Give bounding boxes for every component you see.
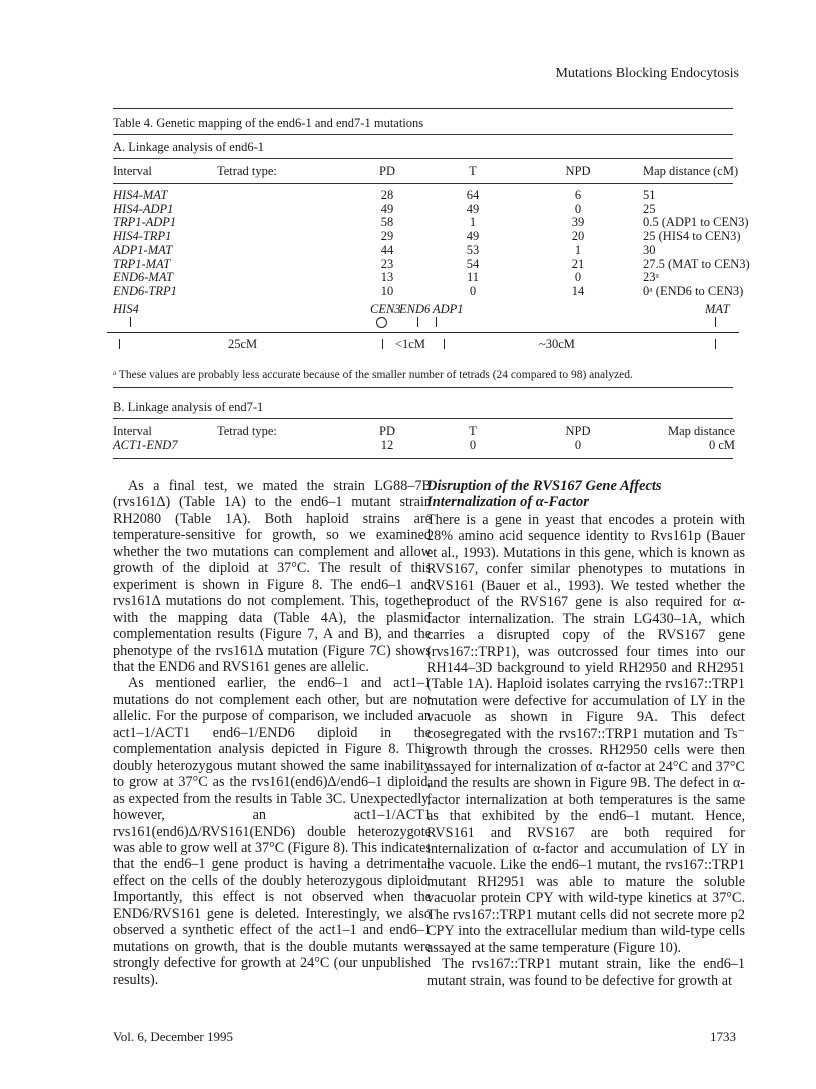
b-header-map-distance: Map distance	[668, 424, 735, 438]
b-cell-pd: 12	[380, 438, 394, 452]
cell-pd: 28	[380, 188, 394, 202]
cell-t: 49	[466, 201, 480, 216]
map-distance-his4-cen3: 25cM	[228, 337, 258, 351]
cell-pd: 23	[380, 256, 394, 271]
section-a-header-row	[113, 164, 739, 180]
b-header-t: T	[469, 424, 477, 438]
header-rule	[113, 183, 733, 184]
cell-interval: END6-TRP1	[113, 283, 177, 298]
header-interval: Interval	[113, 164, 152, 178]
b-header-tetrad-type: Tetrad type:	[217, 424, 277, 438]
cell-map-distance: 25	[643, 201, 656, 216]
header-pd: PD	[379, 164, 395, 178]
b-cell-npd: 0	[574, 438, 582, 452]
cell-t: 1	[469, 215, 477, 230]
cell-pd: 49	[380, 201, 394, 216]
section-a-title: A. Linkage analysis of end6-1	[113, 140, 265, 154]
cell-npd: 1	[574, 242, 582, 257]
table-row	[113, 283, 744, 300]
table-footnote: ᵃ These values are probably less accurate because of the smaller number of tetrads (24 compared to 98) analyzed.	[113, 369, 633, 381]
cell-npd: 14	[571, 283, 585, 298]
cell-map-distance: 25 (HIS4 to CEN3)	[643, 229, 741, 244]
cell-interval: HIS4-ADP1	[113, 201, 174, 216]
cell-pd: 44	[380, 242, 394, 257]
cell-t: 0	[469, 283, 477, 298]
cell-interval: TRP1-MAT	[113, 256, 171, 271]
cell-interval: HIS4-TRP1	[113, 229, 172, 244]
cell-npd: 21	[571, 256, 585, 271]
cell-pd: 58	[380, 215, 394, 230]
section-b-title: B. Linkage analysis of end7-1	[113, 400, 264, 414]
b-header-npd: NPD	[565, 424, 591, 438]
right-column	[427, 478, 745, 989]
right-paragraph-2: The rvs167::TRP1 mutant strain, like the end6–1 mutant strain, was found to be defective for growth at	[427, 956, 745, 989]
map-label-end6: END6	[399, 302, 431, 316]
table-top-rule	[113, 108, 733, 109]
map-rule	[107, 332, 739, 333]
table-bottom-rule	[113, 458, 733, 459]
b-cell-t: 0	[469, 438, 477, 452]
left-paragraph-1: As a final test, we mated the strain LG88–7B (rvs161Δ) (Table 1A) to the end6–1 mutant strain RH2080 (Table 1A). Both haploid strains are temperature-sensitive for growth, so we examined whether the two mutations can complement and allow growth of the diploid at 37°C. The result of this experiment is shown in Figure 8. The end6–1 and rvs161Δ mutations do not complement. This, together with the mapping data (Table 4A), the plasmid complementation results (Figure 7, A and B), and the phenotype of the rvs161Δ mutation (Figure 7C) shows that the END6 and RVS161 genes are allelic.	[113, 478, 431, 675]
map-distance-adp1-mat: ~30cM	[539, 337, 575, 351]
cell-npd: 0	[574, 201, 582, 216]
genetic-map	[113, 302, 733, 362]
header-map-distance: Map distance (cM)	[643, 164, 739, 178]
cell-pd: 29	[380, 229, 394, 244]
cell-map-distance: 0ᵃ (END6 to CEN3)	[643, 283, 744, 298]
map-distance-cen3-adp1: <1cM	[395, 337, 425, 351]
scale-tick-4	[715, 339, 716, 349]
header-npd: NPD	[565, 164, 591, 178]
section-heading	[427, 478, 745, 511]
table-title: Table 4. Genetic mapping of the end6-1 and end7-1 mutations	[113, 116, 424, 130]
map-label-adp1: ADP1	[433, 302, 464, 316]
header-tetrad-type: Tetrad type:	[217, 164, 277, 178]
b-cell-map-distance: 0 cM	[708, 438, 735, 452]
cell-pd: 13	[380, 270, 394, 285]
b-header-pd: PD	[379, 424, 395, 438]
cell-interval: TRP1-ADP1	[113, 215, 177, 230]
section-heading-line-2: Internalization of α-Factor	[427, 494, 589, 511]
cell-t: 53	[466, 242, 480, 257]
page-number: 1733	[710, 1029, 736, 1044]
section-a-rule	[113, 158, 733, 159]
cell-npd: 39	[571, 215, 585, 230]
cell-map-distance: 30	[643, 242, 656, 257]
map-label-mat: MAT	[705, 302, 730, 316]
cell-map-distance: 51	[643, 188, 656, 202]
section-heading-line-1: Disruption of the RVS167 Gene Affects	[427, 478, 662, 494]
running-title: Mutations Blocking Endocytosis	[555, 66, 739, 81]
cell-map-distance: 23ᵃ	[643, 270, 659, 285]
cell-npd: 0	[574, 270, 582, 285]
section-b-row	[113, 438, 733, 454]
scale-tick-2	[382, 339, 383, 349]
map-label-cen3: CEN3	[370, 302, 401, 316]
cell-t: 54	[466, 256, 480, 271]
footer-volume: Vol. 6, December 1995	[113, 1029, 233, 1044]
b-header-interval: Interval	[113, 424, 152, 438]
cell-t: 64	[466, 188, 480, 202]
map-tick-mat	[715, 317, 716, 327]
left-column	[113, 478, 431, 988]
centromere-marker	[376, 317, 387, 328]
scale-tick-1	[119, 339, 120, 349]
cell-interval: HIS4-MAT	[113, 188, 168, 202]
b-cell-interval: ACT1-END7	[113, 438, 178, 452]
cell-map-distance: 27.5 (MAT to CEN3)	[643, 256, 750, 271]
map-tick-adp1	[436, 317, 437, 327]
left-paragraph-2: As mentioned earlier, the end6–1 and act1–1 mutations do not complement each other, but are not allelic. For the purpose of comparison, we included an act1–1/ACT1 end6–1/END6 diploid in the complementation analysis depicted in Figure 8. This doubly heterozygous mutant showed the same inability to grow at 37°C as the rvs161(end6)Δ/end6–1 diploid, as expected from the results in Table 3C. Unexpectedly, however, an act1–1/ACT1 rvs161(end6)Δ/RVS161(END6) double heterozygote was able to grow well at 37°C (Figure 8). This indicates that the end6–1 gene product is having a detrimental effect on the cells of the doubly heterozygous diploid. Importantly, this effect is not observed when the END6/RVS161 gene is deleted. Interestingly, we also observed a synthetic effect of the act1–1 and end6–1 mutations on growth, that is the double mutants were strongly defective for growth at 24°C (our unpublished results).	[113, 675, 431, 988]
scale-tick-3	[444, 339, 445, 349]
footnote-rule	[113, 387, 733, 388]
cell-map-distance: 0.5 (ADP1 to CEN3)	[643, 215, 749, 230]
cell-npd: 6	[574, 188, 582, 202]
header-t: T	[469, 164, 477, 178]
map-tick-his4	[130, 317, 131, 327]
cell-t: 49	[466, 229, 480, 244]
cell-interval: END6-MAT	[113, 270, 173, 285]
cell-npd: 20	[571, 229, 585, 244]
table-rule	[113, 134, 733, 135]
section-b-rule	[113, 418, 733, 419]
cell-interval: ADP1-MAT	[113, 242, 173, 257]
map-tick-end6	[417, 317, 418, 327]
cell-t: 11	[466, 270, 480, 285]
right-paragraph-1: There is a gene in yeast that encodes a protein with 28% amino acid sequence identity to Rvs161p (Bauer et al., 1993). Mutations in this gene, which is known as RVS167, confer similar phenotypes to mutations in RVS161 (Bauer et al., 1993). We tested whether the product of the RVS167 gene is also required for α-factor internalization. The strain LG430–1A, which carries a disrupted copy of the RVS167 gene (rvs167::TRP1), was outcrossed four times into our RH144–3D background to yield RH2950 and RH2951 (Table 1A). Haploid isolates carrying the rvs167::TRP1 mutation were defective for accumulation of LY in the vacuole as shown in Figure 9A. This defect cosegregated with the rvs167::TRP1 mutation and Ts⁻ growth through the crosses. RH2950 cells were then assayed for internalization of α-factor at 24°C and 37°C and the results are shown in Figure 9B. The defect in α-factor internalization at both temperatures is the same as that exhibited by the end6–1 mutant. Hence, RVS161 and RVS167 are both required for internalization of α-factor and accumulation of LY in the vacuole. Like the end6–1 mutant, the rvs167::TRP1 mutant RH2951 was able to mature the soluble vacuolar protein CPY with wild-type kinetics at 37°C. The rvs167::TRP1 mutant cells did not secrete more p2 CPY into the extracellular medium than wild-type cells assayed at the same temperature (Figure 10).	[427, 511, 745, 956]
cell-pd: 10	[380, 283, 394, 298]
map-label-his4: HIS4	[113, 302, 139, 316]
